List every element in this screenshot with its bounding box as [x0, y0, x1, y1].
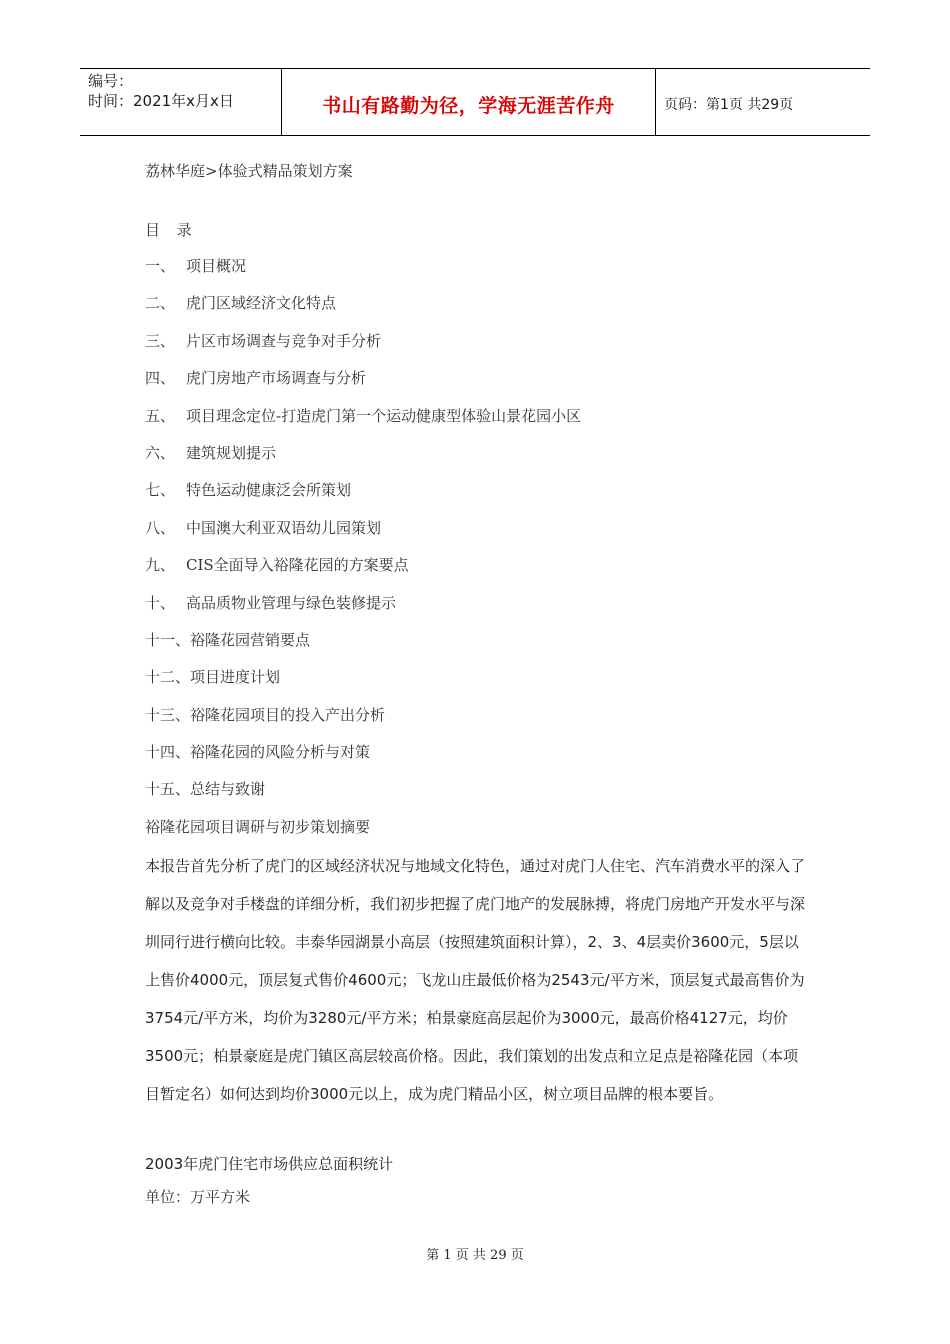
unit-line: 单位：万平方米	[145, 1188, 251, 1206]
toc-item-number: 十一、	[145, 630, 191, 649]
toc-item-number: 六、	[145, 443, 176, 462]
toc-item-text: 裕隆花园的风险分析与对策	[190, 743, 371, 762]
toc-item	[145, 290, 581, 327]
toc-item-number: 九、	[145, 556, 176, 575]
toc-item-text: 虎门区域经济文化特点	[186, 294, 337, 313]
header-meta	[80, 69, 282, 135]
toc-item-text: 片区市场调查与竞争对手分析	[186, 331, 382, 350]
toc-item-number: 十四、	[145, 743, 191, 762]
toc-item-text: 项目概况	[186, 257, 247, 275]
toc-item	[145, 627, 581, 664]
toc-item	[145, 590, 581, 627]
toc-item-number: 八、	[145, 518, 176, 537]
summary-paragraph: 本报告首先分析了虎门的区域经济状况与地域文化特色，通过对虎门人住宅、汽车消费水平的深入了解以及竞争对手楼盘的详细分析，我们初步把握了虎门地产的发展脉搏，将虎门房地产开发水平与深圳同行进行横向比较。丰泰华园湖景小高层（按照建筑面积计算），2、3、4层卖价3600元，5层以上售价4000元，顶层复式售价4600元；飞龙山庄最低价格为2543元/平方米，顶层复式最高售价为3754元/平方米，均价为3280元/平方米；柏景豪庭高层起价为3000元，最高价格4127元，均价3500元；柏景豪庭是虎门镇区高层较高价格。因此，我们策划的出发点和立足点是裕隆花园（本项目暂定名）如何达到均价3000元以上，成为虎门精品小区，树立项目品牌的根本要旨。	[145, 857, 806, 1103]
date-label: 时间：2021年x月x日	[88, 92, 234, 110]
document-title: 荔林华庭>体验式精品策划方案	[145, 162, 353, 180]
toc-item	[145, 253, 581, 290]
toc-item-number: 四、	[145, 369, 176, 388]
page-footer: 第 1 页 共 29 页	[426, 1248, 524, 1263]
toc-item	[145, 776, 581, 813]
toc-item-text: 裕隆花园项目的投入产出分析	[190, 705, 386, 724]
table-of-contents	[145, 253, 581, 814]
toc-item-text: 高品质物业管理与绿色装修提示	[186, 593, 397, 612]
toc-item-text: CIS全面导入裕隆花园的方案要点	[186, 556, 409, 575]
toc-item-text: 建筑规划提示	[186, 443, 277, 462]
toc-item-text: 特色运动健康泛会所策划	[186, 481, 352, 500]
toc-item	[145, 477, 581, 514]
toc-item	[145, 403, 581, 440]
code-label: 编号：	[88, 72, 134, 90]
toc-item	[145, 664, 581, 701]
toc-item-number: 十二、	[145, 668, 191, 687]
toc-item	[145, 328, 581, 365]
header-motto: 书山有路勤为径，学海无涯苦作舟	[282, 69, 656, 135]
toc-item-text: 项目理念定位-打造虎门第一个运动健康型体验山景花园小区	[186, 406, 582, 425]
toc-item-number: 五、	[145, 406, 176, 425]
toc-item	[145, 552, 581, 589]
toc-item-number: 十五、	[145, 780, 191, 799]
toc-item-number: 二、	[145, 294, 176, 313]
toc-item-text: 项目进度计划	[190, 668, 281, 687]
toc-item-text: 裕隆花园营销要点	[190, 630, 311, 649]
toc-item-number: 十、	[145, 593, 176, 612]
header-page-info: 页码：第1页 共29页	[664, 97, 794, 113]
toc-item-text: 虎门房地产市场调查与分析	[186, 369, 367, 388]
toc-item	[145, 365, 581, 402]
toc-item	[145, 739, 581, 776]
toc-item-number: 一、	[145, 257, 176, 275]
toc-item	[145, 515, 581, 552]
toc-heading: 目 录	[145, 221, 198, 239]
toc-item	[145, 440, 581, 477]
toc-item-text: 总结与致谢	[190, 780, 266, 799]
stats-title: 2003年虎门住宅市场供应总面积统计	[145, 1155, 394, 1173]
toc-item-number: 三、	[145, 331, 176, 350]
toc-item-number: 十三、	[145, 705, 191, 724]
toc-item-number: 七、	[145, 481, 176, 500]
toc-item-text: 中国澳大利亚双语幼儿园策划	[186, 518, 382, 537]
summary-title: 裕隆花园项目调研与初步策划摘要	[145, 818, 371, 836]
page-header	[80, 68, 870, 136]
toc-item	[145, 702, 581, 739]
